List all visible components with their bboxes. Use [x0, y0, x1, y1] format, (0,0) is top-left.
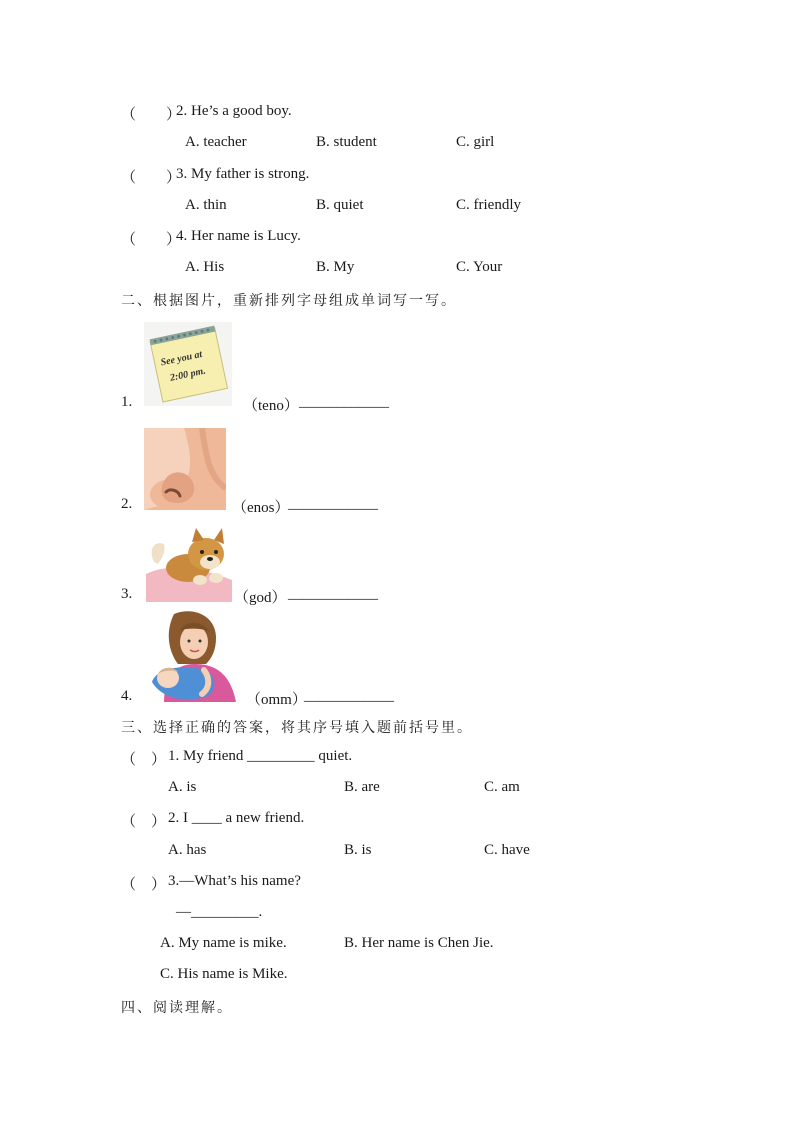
- q3-option-c: C. friendly: [456, 197, 521, 213]
- q2-question: 2. He’s a good boy.: [176, 103, 292, 119]
- item1-letters: （teno）: [243, 398, 299, 414]
- item2-letters: （enos）: [232, 500, 290, 516]
- q4-option-a: A. His: [185, 259, 225, 275]
- q2-option-b: B. student: [316, 134, 377, 150]
- item3-letters: （god）: [234, 590, 287, 606]
- nose-picture: [144, 428, 226, 510]
- part2-heading: 二、根据图片，重新排列字母组成单词写一写。: [121, 293, 457, 309]
- item4-blank[interactable]: ____________: [304, 688, 394, 704]
- item2-blank[interactable]: ____________: [288, 496, 378, 512]
- p3-q3-option-a: A. My name is mike.: [160, 935, 287, 951]
- p3-q1-question: 1. My friend _________ quiet.: [168, 748, 353, 764]
- q3-bracket[interactable]: （ ）: [121, 170, 182, 186]
- p3-q1-option-b: B. are: [344, 779, 380, 795]
- item4-letters: （omm）: [246, 692, 307, 708]
- q4-option-b: B. My: [316, 259, 355, 275]
- item3-blank[interactable]: ____________: [288, 586, 378, 602]
- dog-picture: [146, 524, 232, 602]
- p3-q2-option-c: C. have: [484, 842, 530, 858]
- p3-q2-option-a: A. has: [168, 842, 207, 858]
- note-picture: [144, 322, 232, 406]
- q3-option-a: A. thin: [185, 197, 227, 213]
- part3-heading: 三、选择正确的答案，将其序号填入题前括号里。: [121, 720, 473, 736]
- p3-q3-option-c: C. His name is Mike.: [160, 966, 288, 982]
- part4-heading: 四、阅读理解。: [121, 1000, 233, 1016]
- item3-number: 3.: [121, 586, 133, 602]
- q3-question: 3. My father is strong.: [176, 166, 310, 182]
- item4-number: 4.: [121, 688, 133, 704]
- p3-q2-option-b: B. is: [344, 842, 372, 858]
- q2-option-a: A. teacher: [185, 134, 247, 150]
- q2-option-c: C. girl: [456, 134, 495, 150]
- mother-picture: [144, 608, 240, 702]
- p3-q3-answer-line[interactable]: —_________.: [176, 904, 263, 920]
- p3-q1-option-c: C. am: [484, 779, 520, 795]
- p3-q3-bracket[interactable]: （ ）: [121, 877, 167, 893]
- q4-option-c: C. Your: [456, 259, 503, 275]
- q3-option-b: B. quiet: [316, 197, 364, 213]
- q2-bracket[interactable]: （ ）: [121, 107, 182, 123]
- item1-number: 1.: [121, 394, 133, 410]
- item1-blank[interactable]: ____________: [299, 394, 389, 410]
- p3-q1-option-a: A. is: [168, 779, 197, 795]
- p3-q1-bracket[interactable]: （ ）: [121, 752, 167, 768]
- item2-number: 2.: [121, 496, 133, 512]
- q4-question: 4. Her name is Lucy.: [176, 228, 301, 244]
- q4-bracket[interactable]: （ ）: [121, 232, 182, 248]
- p3-q3-option-b: B. Her name is Chen Jie.: [344, 935, 494, 951]
- note-line-2: 2:00 pm.: [169, 365, 207, 384]
- p3-q3-question: 3.—What’s his name?: [168, 873, 301, 889]
- note-line-1: See you at: [159, 348, 204, 369]
- p3-q2-question: 2. I ____ a new friend.: [168, 810, 305, 826]
- p3-q2-bracket[interactable]: （ ）: [121, 814, 167, 830]
